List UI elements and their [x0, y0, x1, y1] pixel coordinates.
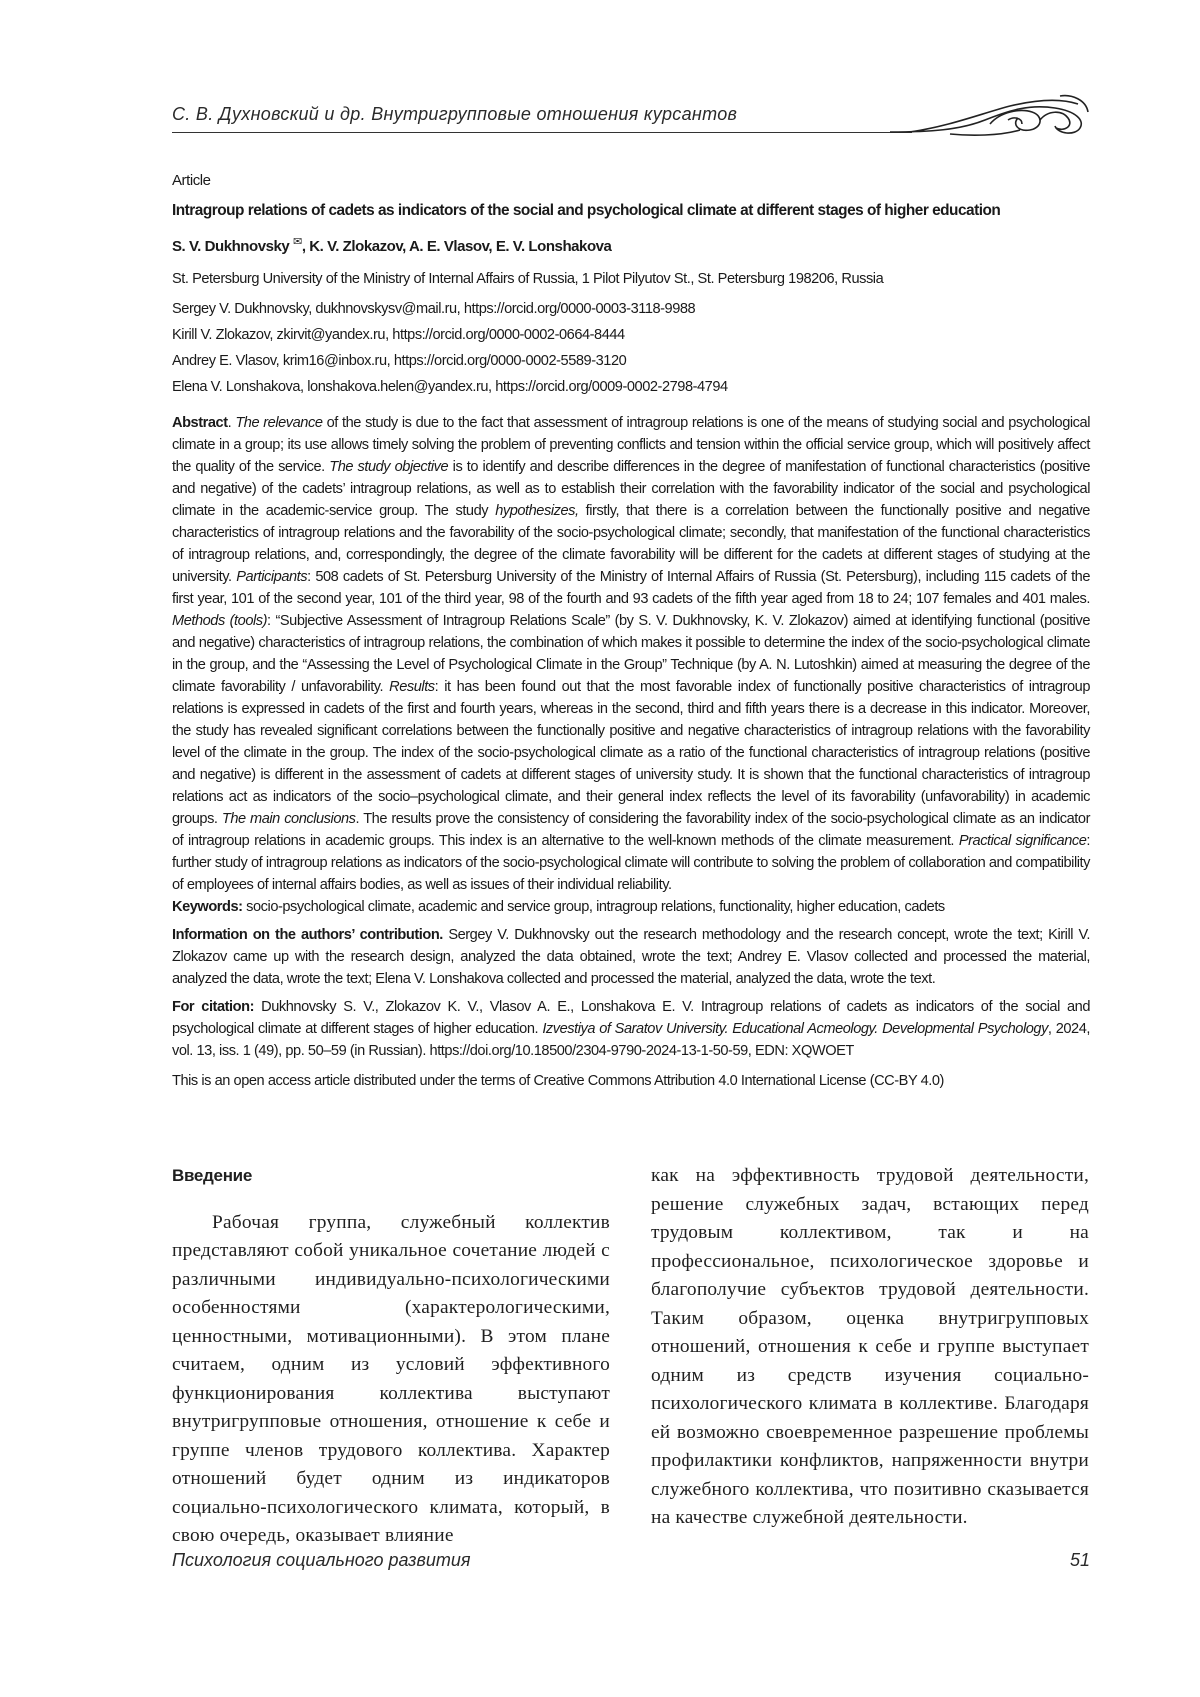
affiliation: St. Petersburg University of the Ministry of Internal Affairs of Russia, 1 Pilot Pilyutov St., St. Petersburg 198206, Russia — [172, 268, 1090, 290]
right-column — [651, 1162, 1089, 1533]
authors-contribution: Information on the authors’ contribution. Sergey V. Dukhnovsky out the research methodology and the research concept, wrote the text; Kirill V. Zlokazov came up with the research design, analyzed the data obtained, wrote the text; Andrey E. Vlasov collected and processed the material, analyzed the data, wrote the text; Elena V. Lonshakova collected and processed the material, analyzed the data, wrote the text. — [172, 924, 1090, 990]
intro-paragraph-right: как на эффективность трудовой деятельности, решение служебных задач, встающих перед трудовым коллективом, так и на профессиональное, психологическое здоровье и благополучие субъектов трудовой деятельности. Таким образом, оценка внутригрупповых отношений, отношения к себе и группе выступает одним из средств изучения социально-психологического климата в коллективе. Благодаря ей возможно своевременное разрешение проблемы профилактики конфликтов, напряженности внутри служебного коллектива, что позитивно сказывается на качестве служебной деятельности. — [651, 1162, 1089, 1533]
footer-journal-name: Психология социального развития — [172, 1550, 471, 1571]
intro-paragraph-left: Рабочая группа, служебный коллектив представляют собой уникальное сочетание людей с различными индивидуально-психологическими особенностями (характерологическими, ценностными, мотивационными). В этом плане считаем, одним из условий эффективного функционирования коллектива выступают внутригрупповые отношения, отношение к себе и группе членов трудового коллектива. Характер отношений будет одним из индикаторов социально-психологического климата, который, в свою очередь, оказывает влияние — [172, 1209, 610, 1551]
first-author: S. V. Dukhnovsky — [172, 238, 289, 255]
author-contact: Andrey E. Vlasov, krim16@inbox.ru, https://orcid.org/0000-0002-5589-3120 — [172, 350, 1090, 372]
license-note: This is an open access article distributed under the terms of Creative Commons Attribution 4.0 International License (CC-BY 4.0) — [172, 1070, 1090, 1092]
article-front-matter — [172, 170, 1090, 1092]
article-title: Intragroup relations of cadets as indicators of the social and psychological climate at different stages of higher education — [172, 200, 1090, 222]
citation: For citation: Dukhnovsky S. V., Zlokazov K. V., Vlasov A. E., Lonshakova E. V. Intragroup relations of cadets as indicators of the social and psychological climate at different stages of higher education. Izvestiya of Saratov University. Educational Acmeology. Developmental Psychology, 2024, vol. 13, iss. 1 (49), pp. 50–59 (in Russian). https://doi.org/10.18500/2304-9790-2024-13-1-50-59, EDN: XQWOET — [172, 996, 1090, 1062]
keywords: Keywords: socio-psychological climate, academic and service group, intragroup relations, functionality, higher education, cadets — [172, 896, 1090, 918]
left-column — [172, 1162, 610, 1551]
article-type-label: Article — [172, 170, 1090, 192]
header-rule — [172, 132, 912, 133]
abstract-label: Abstract — [172, 415, 228, 431]
other-authors: , K. V. Zlokazov, A. E. Vlasov, E. V. Lonshakova — [302, 238, 612, 255]
section-heading: Введение — [172, 1162, 610, 1191]
mail-icon: ✉ — [293, 236, 302, 248]
author-contact: Elena V. Lonshakova, lonshakova.helen@yandex.ru, https://orcid.org/0009-0002-2798-4794 — [172, 376, 1090, 398]
author-contact: Sergey V. Dukhnovsky, dukhnovskysv@mail.ru, https://orcid.org/0000-0003-3118-9988 — [172, 298, 1090, 320]
author-contact: Kirill V. Zlokazov, zkirvit@yandex.ru, https://orcid.org/0000-0002-0664-8444 — [172, 324, 1090, 346]
running-title: С. В. Духновский и др. Внутригрупповые отношения курсантов — [172, 104, 737, 125]
ornament-icon — [890, 90, 1090, 150]
running-header — [172, 98, 1090, 158]
abstract: Abstract. The relevance of the study is due to the fact that assessment of intragroup relations is one of the means of studying social and psychological climate in a group; its use allows timely solving the problem of preventing conflicts and tension within the official service group, which will positively affect the quality of the service. The study objective is to identify and describe differences in the degree of manifestation of functional characteristics (positive and negative) of the cadets’ intragroup relations, as well as to establish their correlation with the favorability indicator of the social and psychological climate in the academic-service group. The study hypothesizes, firstly, that there is a correlation between the functionally positive and negative characteristics of intragroup relations and the favorability of the socio-psychological climate; secondly, that manifestation of the functional characteristics of intragroup relations, and, correspondingly, the degree of the climate favorability will be different for the cadets at different stages of studying at the university. Participants: 508 cadets of St. Petersburg University of the Ministry of Internal Affairs of Russia (St. Petersburg), including 115 cadets of the first year, 101 of the second year, 101 of the third year, 98 of the fourth and 93 cadets of the fifth year aged from 18 to 24; 107 females and 401 males. Methods (tools): “Subjective Assessment of Intragroup Relations Scale” (by S. V. Dukhnovsky, K. V. Zlokazov) aimed at identifying functional (positive and negative) characteristics of intragroup relations, the combination of which makes it possible to determine the index of the socio-psychological climate in the group, and the “Assessing the Level of Psychological Climate in the Group” Technique (by A. N. Lutoshkin) aimed at measuring the degree of the climate favorability / unfavorability. Results: it has been found out that the most favorable index of functionally positive characteristics of intragroup relations is expressed in cadets of the first and fourth years, whereas in the second, third and fifth years there is a decrease in this indicator. Moreover, the study has revealed significant correlations between the functionally positive and negative characteristics of intragroup relations with the favorability level of the climate in the group. The index of the socio-psychological climate as a ratio of the functional characteristics of intragroup relations (positive and negative) is different in the assessment of cadets at different stages of university study. It is shown that the functional characteristics of intragroup relations act as indicators of the socio–psychological climate, and their general index reflects the level of its favorability (unfavorability) in academic groups. The main conclusions. The results prove the consistency of considering the favorability index of the socio-psychological climate as an indicator of intragroup relations in academic groups. This index is an alternative to the well-known methods of the climate measurement. Practical significance: further study of intragroup relations as indicators of the socio-psychological climate will contribute to solving the problem of collaboration and compatibility of employees of internal affairs bodies, as well as issues of their individual reliability. — [172, 412, 1090, 896]
authors-line — [172, 231, 1090, 258]
page-number: 51 — [1070, 1550, 1090, 1571]
page-footer — [172, 1550, 1090, 1580]
